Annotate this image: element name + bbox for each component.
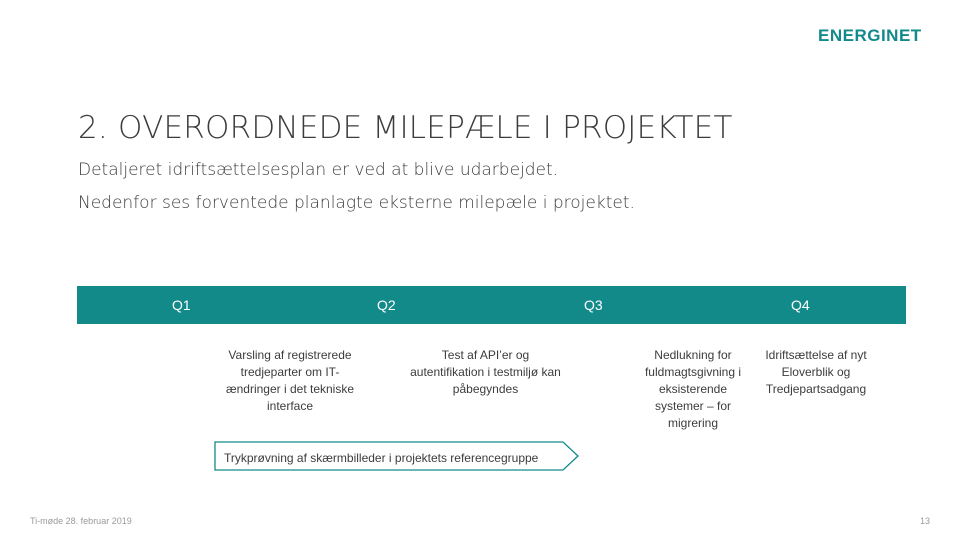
quarter-q2-label: Q2 xyxy=(377,297,396,313)
milestone-shutdown-migration: Nedlukning for fuldmagtsgivning i eksisterende systemer – for migrering xyxy=(644,348,742,430)
quarter-q1-label: Q1 xyxy=(172,297,191,313)
process-arrow-label: Trykprøvning af skærmbilleder i projektets referencegruppe xyxy=(224,451,539,465)
quarter-q4-label: Q4 xyxy=(791,297,810,313)
page-number: 13 xyxy=(919,516,930,526)
slide-subtitle-line-2: Nedenfor ses forventede planlagte eksterne milepæle i projektet. xyxy=(78,193,635,213)
milestone-third-party-notice: Varsling af registrerede tredjeparter om IT-ændringer i det tekniske interface xyxy=(225,348,355,413)
energinet-logo: ENERGINET xyxy=(818,26,922,45)
timeline-bar xyxy=(77,286,906,324)
slide-subtitle-line-1: Detaljeret idriftsættelsesplan er ved at blive udarbejdet. xyxy=(78,160,559,180)
milestone-api-test: Test af API’er og autentifikation i testmiljø kan påbegyndes xyxy=(410,348,561,396)
slide-title: 2. OVERORDNEDE MILEPÆLE I PROJEKTET xyxy=(78,110,733,146)
milestone-go-live: Idriftsættelse af nyt Eloverblik og Tredjepartsadgang xyxy=(765,348,867,396)
quarter-q3-label: Q3 xyxy=(584,297,603,313)
footer-meeting-label: Ti-møde 28. februar 2019 xyxy=(30,516,132,526)
